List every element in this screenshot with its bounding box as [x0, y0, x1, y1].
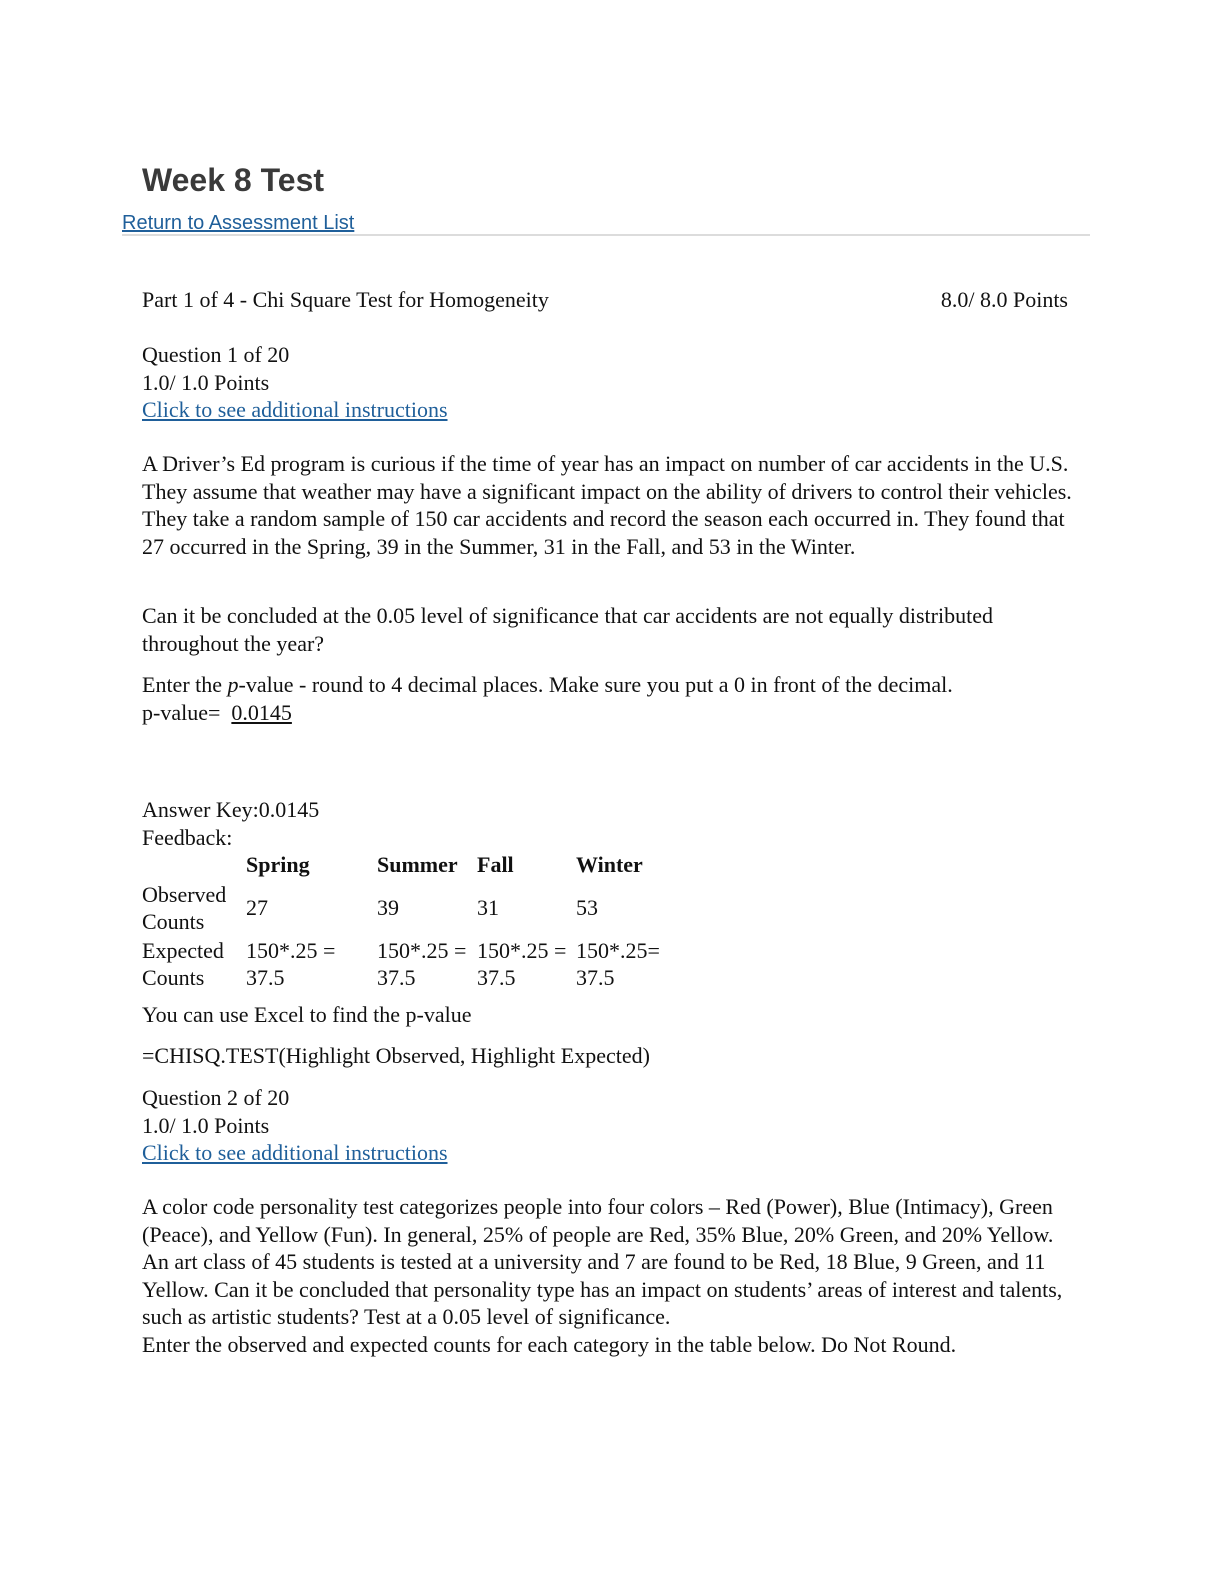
table-cell: 27: [246, 895, 268, 921]
table-cell: 150*.25 = 37.5: [477, 937, 567, 990]
question-2-body: A color code personality test categorizes people into four colors – Red (Power), Blue (Intimacy), Green (Peace), and Yellow (Fun). In general, 25% of people are Red, 35% Blue, 20% Green, and 20% Yellow. An art class of 45 students is tested at a university and 7 are found to be Red, 18 Blue, 9 Green, and 11 Yellow. Can it be concluded that personality type has an impact on students’ areas of interest and talents, such as artistic students? Test at a 0.05 level of significance.: [142, 1194, 1063, 1329]
table-header-cell: Summer: [377, 852, 458, 878]
table-header-cell: Fall: [477, 852, 514, 878]
table-cell: 39: [377, 895, 399, 921]
question-1-header: [142, 341, 448, 424]
row-label: Expected Counts: [142, 937, 224, 990]
excel-formula: =CHISQ.TEST(Highlight Observed, Highlight Expected): [142, 1043, 650, 1068]
answer-key: Answer Key:0.0145: [142, 797, 320, 822]
table-cell: 150*.25 = 37.5: [246, 937, 336, 990]
table-header-row: [142, 850, 676, 880]
table-cell: 53: [576, 895, 598, 921]
table-header-cell: [142, 850, 246, 880]
table-row: [142, 880, 676, 936]
question-points: 1.0/ 1.0 Points: [142, 369, 270, 395]
additional-instructions-link[interactable]: Click to see additional instructions: [142, 397, 448, 422]
table-cell: 31: [477, 895, 499, 921]
question-points: 1.0/ 1.0 Points: [142, 1112, 270, 1138]
part-points: 8.0/ 8.0 Points: [940, 287, 1068, 312]
table-header-cell: Spring: [246, 852, 310, 878]
question-2-instructions: Enter the observed and expected counts for each category in the table below. Do Not Round.: [142, 1331, 957, 1357]
table-cell: 150*.25 = 37.5: [377, 937, 467, 990]
question-1-prompt: Can it be concluded at the 0.05 level of significance that car accidents are not equally distributed throughout the year?: [142, 603, 993, 656]
header-divider: [122, 234, 1090, 236]
table-header-cell: Winter: [576, 852, 643, 878]
question-number: Question 1 of 20: [142, 342, 290, 367]
question-1-entry: [142, 671, 1077, 726]
question-1-body: A Driver’s Ed program is curious if the time of year has an impact on number of car accidents in the U.S. They assume that weather may have a significant impact on the ability of drivers to control their vehicles. They take a random sample of 150 car accidents and record the season each occurred in. They found that 27 occurred in the Spring, 39 in the Summer, 31 in the Fall, and 53 in the Winter.: [142, 451, 1072, 559]
page-title: Week 8 Test: [142, 162, 325, 198]
row-label: Observed Counts: [142, 881, 227, 934]
additional-instructions-link[interactable]: Click to see additional instructions: [142, 1140, 448, 1165]
part-title: Part 1 of 4 - Chi Square Test for Homogeneity: [142, 287, 549, 312]
question-2-header: [142, 1084, 448, 1167]
pvalue-answer: 0.0145: [231, 699, 292, 725]
answer-key-block: [142, 796, 319, 851]
question-number: Question 2 of 20: [142, 1085, 290, 1110]
feedback-label: Feedback:: [142, 824, 233, 850]
question-2-body-block: [142, 1193, 1067, 1358]
return-to-assessment-list-link[interactable]: Return to Assessment List: [122, 212, 355, 234]
pvalue-response: p-value= 0.0145: [142, 699, 292, 725]
table-cell: 150*.25= 37.5: [576, 937, 660, 990]
feedback-table: [142, 850, 676, 992]
pvalue-instructions: Enter the p-value - round to 4 decimal places. Make sure you put a 0 in front of the decimal.: [142, 672, 953, 697]
excel-note: You can use Excel to find the p-value: [142, 1002, 472, 1027]
table-row: [142, 936, 676, 992]
